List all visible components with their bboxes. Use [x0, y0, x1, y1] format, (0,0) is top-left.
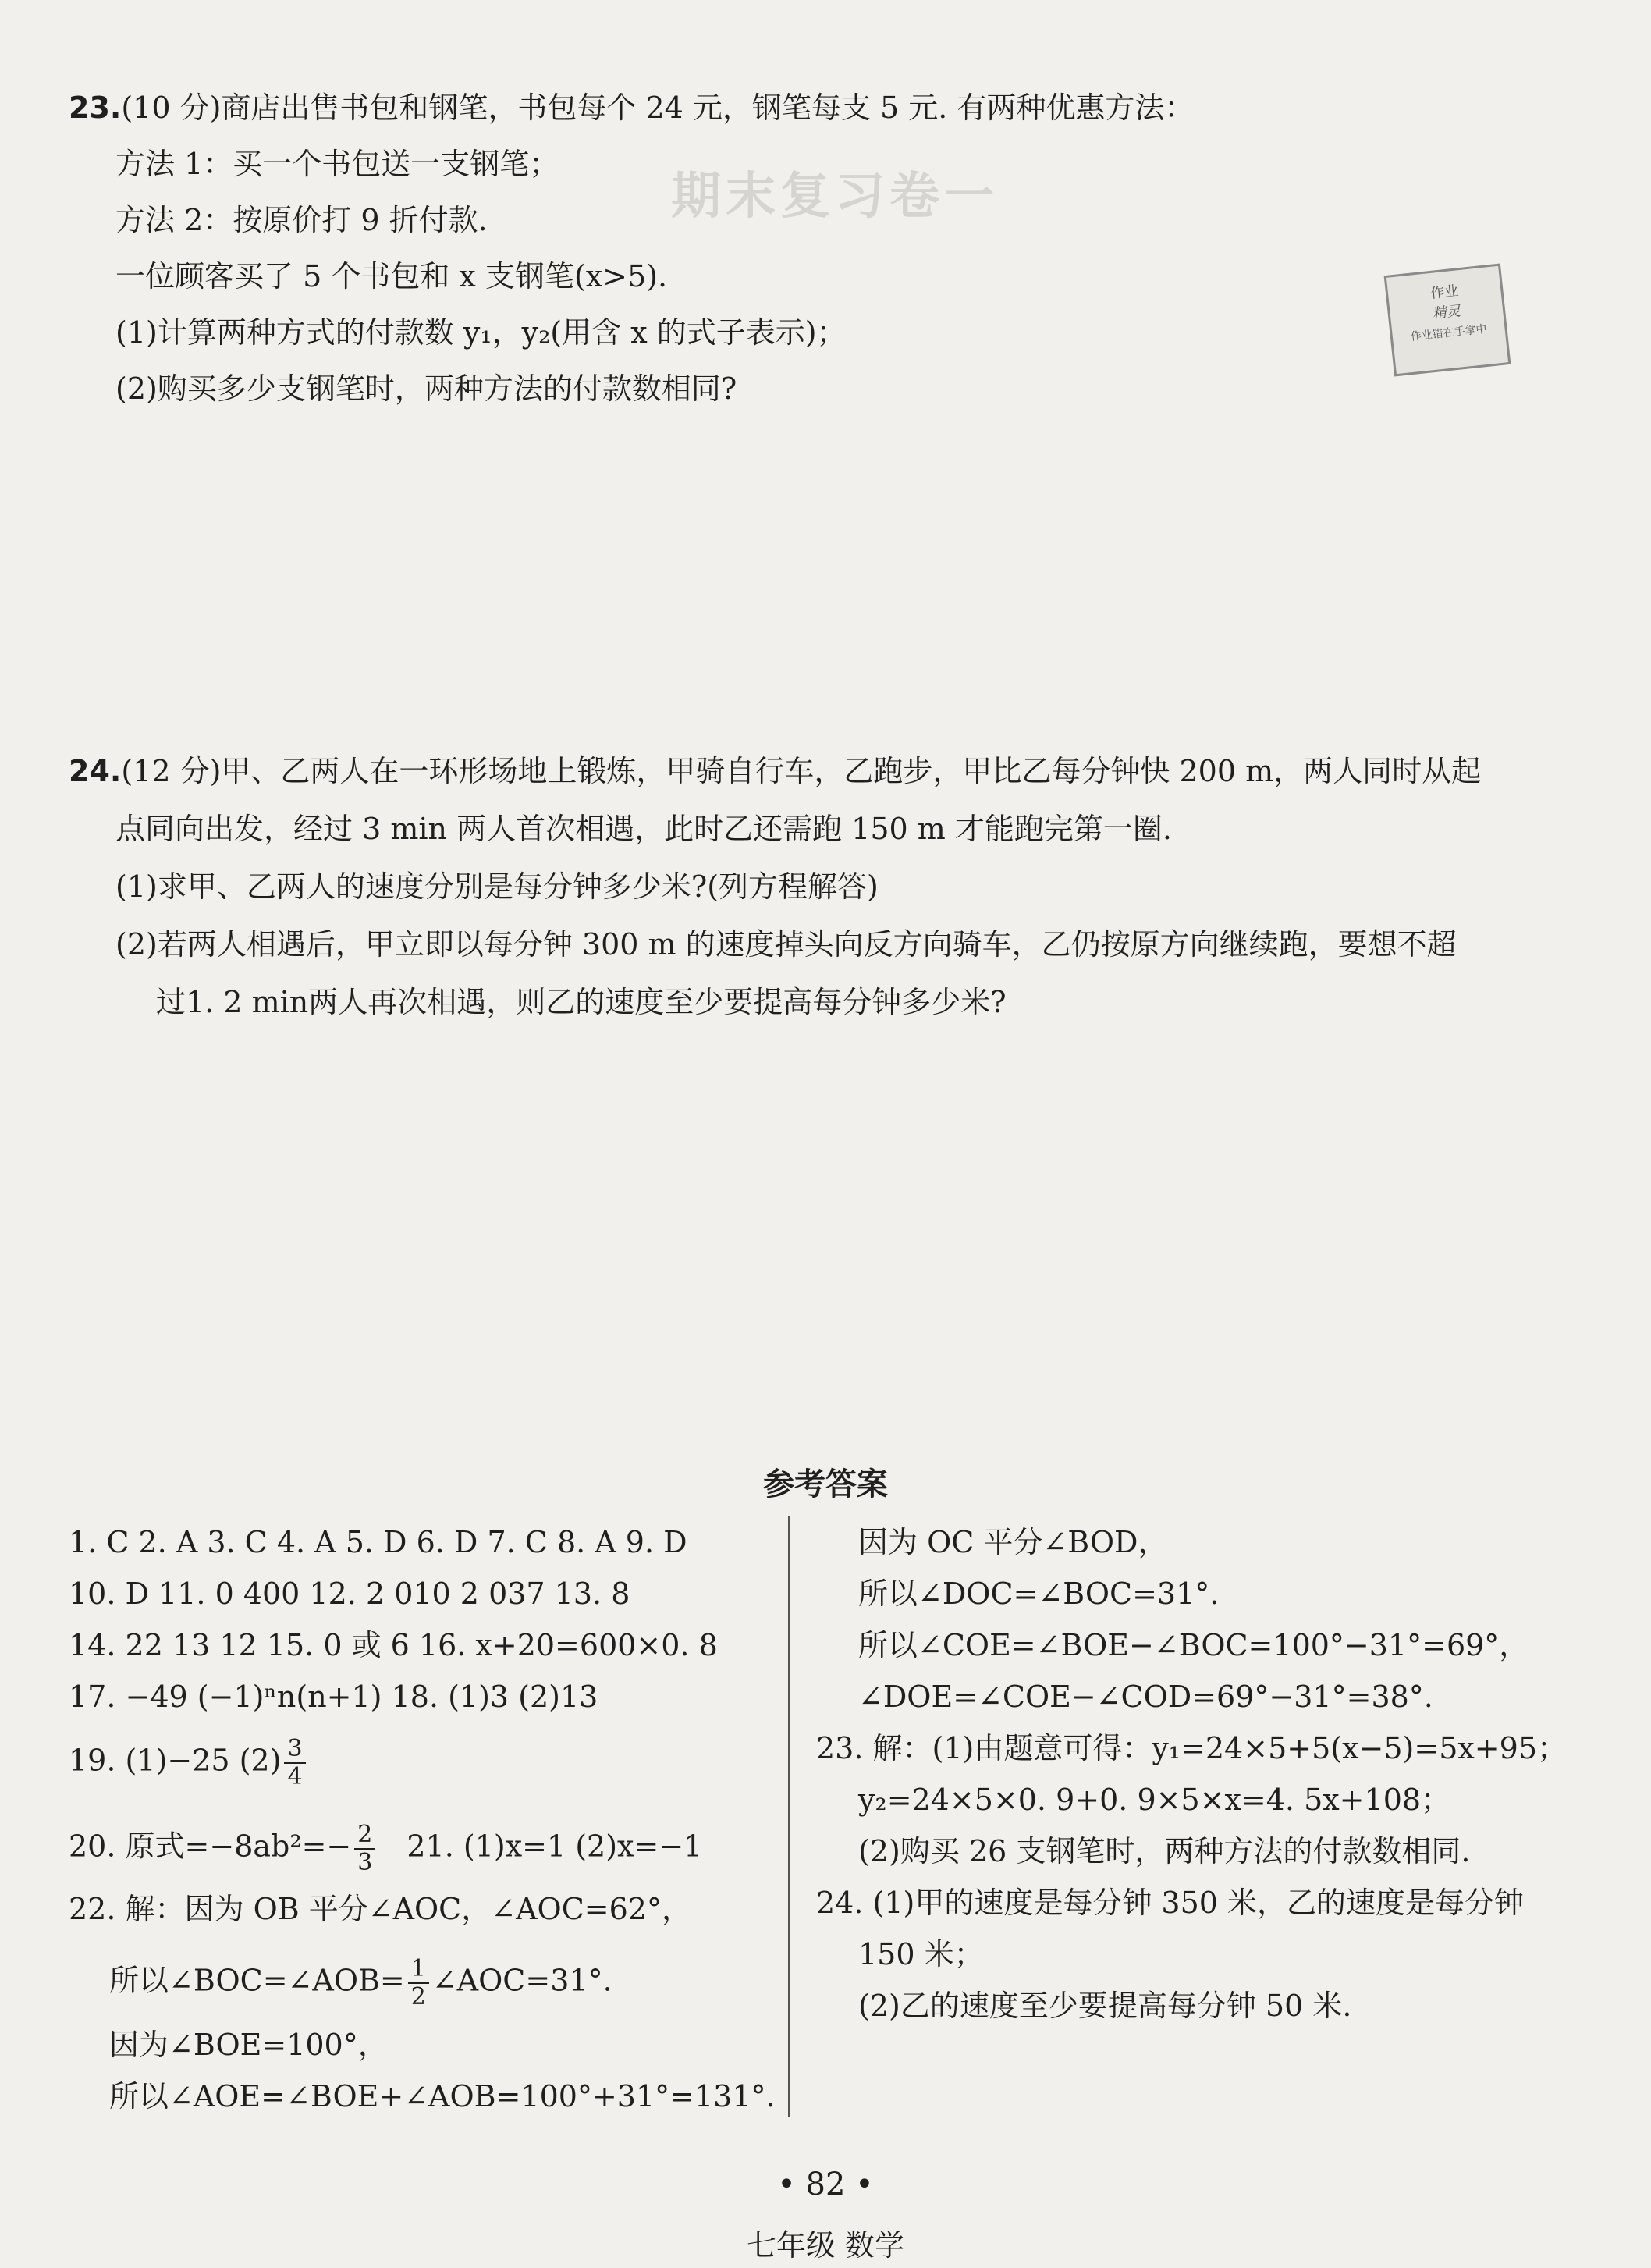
answer-line-6: 20. 原式=−8ab²=− $\frac{2}{3}$ 21. (1)x=1 (2)x=−1 [69, 1821, 703, 1876]
q23-purchase: 一位顾客买了 5 个书包和 x 支钢笔(x>5). [115, 259, 668, 293]
q24-part-2-line-1: (2)若两人相遇后，甲立即以每分钟 300 m 的速度掉头向反方向骑车，乙仍按原方向继续跑，要想不超 [115, 927, 1457, 962]
answer-right-line-3: 所以∠COE=∠BOE−∠BOC=100°−31°=69°， [858, 1628, 1529, 1662]
answer-line-10: 所以∠AOE=∠BOE+∠AOB=100°+31°=131°. [109, 2079, 776, 2113]
answer-right-line-4: ∠DOE=∠COE−∠COD=69°−31°=38°. [858, 1680, 1433, 1714]
answer-right-line-1: 因为 OC 平分∠BOD， [858, 1525, 1168, 1559]
answer-line-1: 1. C 2. A 3. C 4. A 5. D 6. D 7. C 8. A 9. D [69, 1525, 687, 1559]
answer-right-line-2: 所以∠DOC=∠BOC=31°. [858, 1577, 1220, 1611]
faded-watermark-title: 期末复习卷一 [671, 168, 999, 226]
homework-stamp-logo: 作业 精灵 作业错在手掌中 [1384, 264, 1511, 377]
fraction-one-half: $\frac{1}{2}$ [408, 1956, 429, 2010]
answer-line-8: 所以∠BOC=∠AOB= $\frac{1}{2}$ ∠AOC=31°. [109, 1955, 612, 2010]
fraction-two-thirds: $\frac{2}{3}$ [354, 1822, 375, 1876]
q23-number: 23. [69, 91, 122, 125]
answer-line-7: 22. 解：因为 OB 平分∠AOC，∠AOC=62°， [69, 1892, 691, 1926]
column-divider [788, 1516, 790, 2117]
q24-part-2-line-2: 过1. 2 min两人再次相遇，则乙的速度至少要提高每分钟多少米? [156, 985, 1007, 1019]
page-footer: 七年级 数学 [746, 2228, 905, 2263]
q24-part-1: (1)求甲、乙两人的速度分别是每分钟多少米?(列方程解答) [115, 869, 879, 904]
answer-line-2: 10. D 11. 0 400 12. 2 010 2 037 13. 8 [69, 1577, 630, 1611]
q24-stem-line-1: 24.(12 分)甲、乙两人在一环形场地上锻炼，甲骑自行车，乙跑步，甲比乙每分钟快 200 m，两人同时从起 [69, 754, 1482, 788]
answers-title: 参考答案 [763, 1466, 888, 1502]
answer-line-9: 因为∠BOE=100°， [109, 2028, 388, 2062]
q23-part-1: (1)计算两种方式的付款数 y₁，y₂(用含 x 的式子表示)； [115, 315, 847, 350]
fraction-three-quarters: $\frac{3}{4}$ [284, 1736, 305, 1790]
page-number: • 82 • [777, 2167, 874, 2202]
q23-stem: 23.(10 分)商店出售书包和钢笔，书包每个 24 元，钢笔每支 5 元. 有两种优惠方法： [69, 91, 1195, 125]
q23-part-2: (2)购买多少支钢笔时，两种方法的付款数相同? [115, 371, 737, 406]
answer-right-line-7: (2)购买 26 支钢笔时，两种方法的付款数相同. [858, 1834, 1471, 1868]
q24-stem-line-2: 点同向出发，经过 3 min 两人首次相遇，此时乙还需跑 150 m 才能跑完第一圈. [115, 812, 1172, 846]
q23-method-1: 方法 1：买一个书包送一支钢笔； [115, 147, 559, 181]
answer-line-4: 17. −49 (−1)ⁿn(n+1) 18. (1)3 (2)13 [69, 1680, 598, 1714]
answer-right-line-5: 23. 解：(1)由题意可得：y₁=24×5+5(x−5)=5x+95； [816, 1731, 1568, 1765]
q24-number: 24. [69, 754, 122, 788]
answer-right-line-9: 150 米； [858, 1937, 984, 1971]
answer-right-line-8: 24. (1)甲的速度是每分钟 350 米，乙的速度是每分钟 [816, 1886, 1525, 1920]
answer-line-3: 14. 22 13 12 15. 0 或 6 16. x+20=600×0. 8 [69, 1628, 718, 1662]
q23-method-2: 方法 2：按原价打 9 折付款. [115, 203, 488, 237]
answer-right-line-10: (2)乙的速度至少要提高每分钟 50 米. [858, 1989, 1352, 2023]
answer-right-line-6: y₂=24×5×0. 9+0. 9×5×x=4. 5x+108； [858, 1783, 1451, 1817]
answer-line-5: 19. (1)−25 (2) $\frac{3}{4}$ [69, 1736, 309, 1790]
